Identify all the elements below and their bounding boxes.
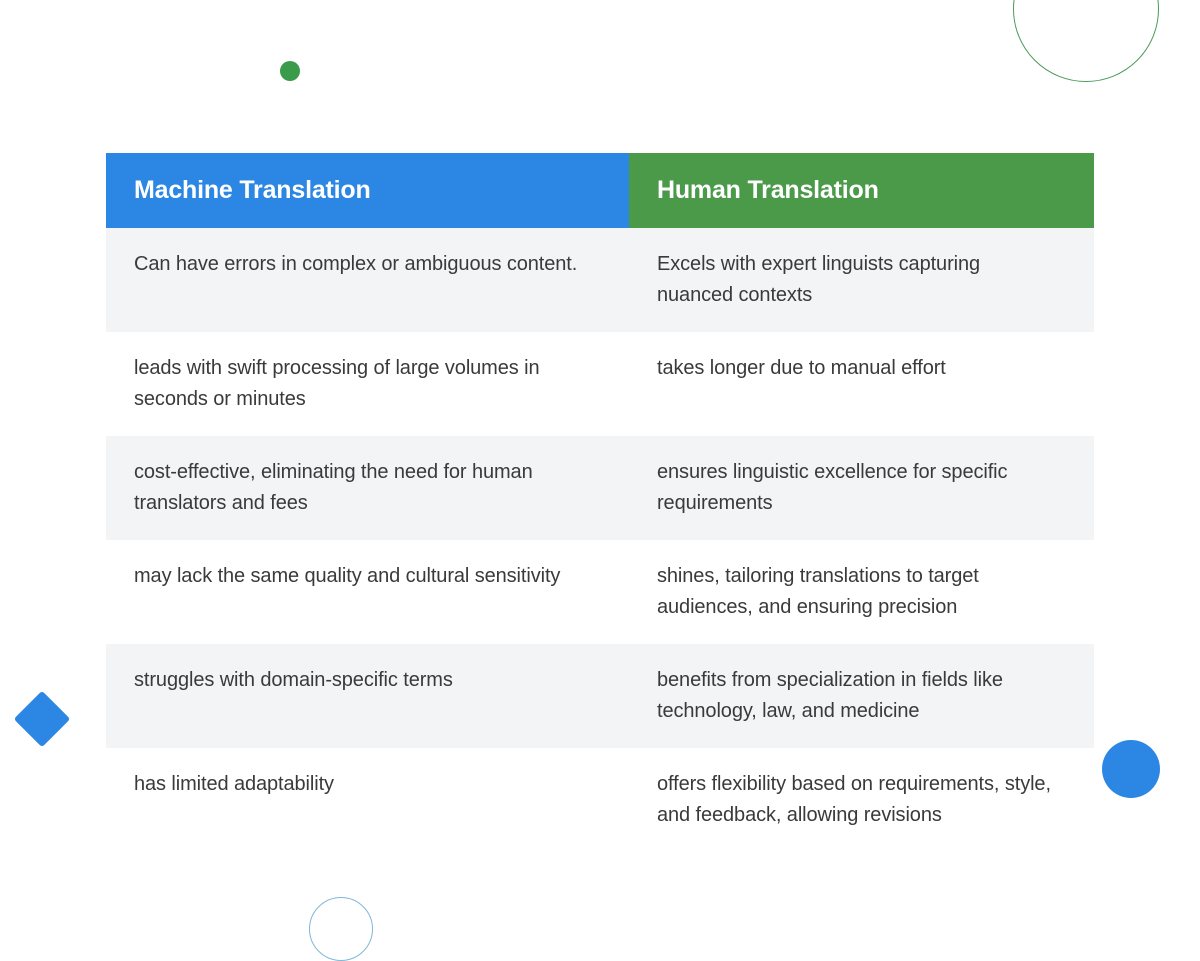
column-header-machine-translation: Machine Translation	[106, 153, 629, 228]
table-header	[106, 153, 1094, 228]
comparison-table	[106, 153, 1094, 852]
table-header-row	[106, 153, 1094, 228]
cell-human-translation: benefits from specialization in fields like technology, law, and medicine	[629, 644, 1094, 748]
decorative-circle-outline-bottom	[309, 897, 373, 961]
cell-machine-translation: has limited adaptability	[106, 748, 629, 852]
table-row	[106, 436, 1094, 540]
table-row	[106, 748, 1094, 852]
table-row	[106, 540, 1094, 644]
cell-machine-translation: leads with swift processing of large volumes in seconds or minutes	[106, 332, 629, 436]
table-body	[106, 228, 1094, 852]
cell-machine-translation: Can have errors in complex or ambiguous content.	[106, 228, 629, 332]
cell-human-translation: Excels with expert linguists capturing nuanced contexts	[629, 228, 1094, 332]
table-row	[106, 644, 1094, 748]
cell-human-translation: offers flexibility based on requirements, style, and feedback, allowing revisions	[629, 748, 1094, 852]
cell-human-translation: ensures linguistic excellence for specific requirements	[629, 436, 1094, 540]
cell-machine-translation: cost-effective, eliminating the need for human translators and fees	[106, 436, 629, 540]
decorative-dot-blue	[1102, 740, 1160, 798]
cell-human-translation: takes longer due to manual effort	[629, 332, 1094, 436]
cell-human-translation: shines, tailoring translations to target audiences, and ensuring precision	[629, 540, 1094, 644]
decorative-circle-outline-top-right	[1013, 0, 1159, 82]
decorative-diamond-blue	[14, 691, 71, 748]
table-row	[106, 228, 1094, 332]
column-header-human-translation: Human Translation	[629, 153, 1094, 228]
decorative-dot-green	[280, 61, 300, 81]
cell-machine-translation: may lack the same quality and cultural sensitivity	[106, 540, 629, 644]
cell-machine-translation: struggles with domain-specific terms	[106, 644, 629, 748]
table-row	[106, 332, 1094, 436]
comparison-table-container	[106, 153, 1094, 852]
